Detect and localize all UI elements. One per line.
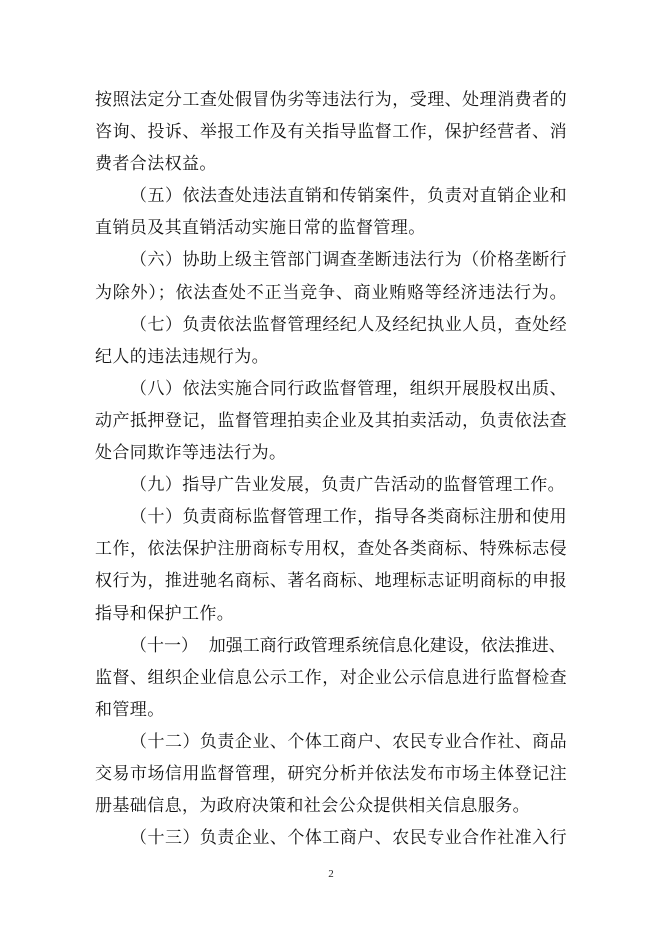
text-line: 权行为，推进驰名商标、著名商标、地理标志证明商标的申报 bbox=[95, 571, 567, 592]
text-line: （十三）负责企业、个体工商户、农民专业合作社准入行 bbox=[130, 828, 567, 849]
text-line: （九）指导广告业发展，负责广告活动的监督管理工作。 bbox=[130, 475, 565, 496]
paragraph-item-13 bbox=[95, 822, 567, 854]
text-line: 动产抵押登记，监督管理拍卖企业及其拍卖活动，负责依法查 bbox=[95, 410, 567, 431]
text-line: （八）依法实施合同行政监督管理，组织开展股权出质、 bbox=[130, 378, 567, 399]
text-line: 工作，依法保护注册商标专用权，查处各类商标、特殊标志侵 bbox=[95, 539, 567, 560]
text-line: 监督、组织企业信息公示工作，对企业公示信息进行监督检查 bbox=[95, 667, 567, 688]
text-line: （十一） 加强工商行政管理系统信息化建设，依法推进、 bbox=[130, 635, 566, 656]
page-number: 2 bbox=[328, 868, 334, 880]
text-line: 咨询、投诉、举报工作及有关指导监督工作，保护经营者、消 bbox=[95, 122, 567, 143]
paragraph-item-9 bbox=[95, 469, 567, 501]
text-line: 交易市场信用监督管理，研究分析并依法发布市场主体登记注 bbox=[95, 763, 567, 784]
text-line: 和管理。 bbox=[95, 699, 165, 720]
text-line: 按照法定分工查处假冒伪劣等违法行为，受理、处理消费者的 bbox=[95, 90, 567, 110]
paragraph-item-8 bbox=[95, 373, 567, 469]
text-line: 费者合法权益。 bbox=[95, 154, 217, 175]
paragraph-item-6 bbox=[95, 244, 567, 308]
text-line: 为除外）；依法查处不正当竞争、商业贿赂等经济违法行为。 bbox=[95, 282, 567, 303]
text-line: 册基础信息，为政府决策和社会公众提供相关信息服务。 bbox=[95, 796, 530, 817]
text-line: 指导和保护工作。 bbox=[95, 603, 235, 624]
text-line: （六）协助上级主管部门调查垄断违法行为（价格垄断行 bbox=[130, 250, 567, 271]
paragraph-item-12 bbox=[95, 726, 567, 822]
paragraph-item-5 bbox=[95, 180, 567, 244]
text-line: （七）负责依法监督管理经纪人及经纪执业人员，查处经 bbox=[130, 314, 567, 335]
text-line: （五）依法查处违法直销和传销案件，负责对直销企业和 bbox=[130, 186, 567, 207]
paragraph-continued bbox=[95, 84, 567, 180]
text-line: 直销员及其直销活动实施日常的监督管理。 bbox=[95, 218, 426, 239]
paragraph-item-11 bbox=[95, 630, 567, 726]
text-line: 纪人的违法违规行为。 bbox=[95, 346, 269, 367]
body-text bbox=[95, 84, 567, 854]
text-line: （十二）负责企业、个体工商户、农民专业合作社、商品 bbox=[130, 731, 567, 752]
text-line: 处合同欺诈等违法行为。 bbox=[95, 443, 287, 464]
paragraph-item-7 bbox=[95, 309, 567, 373]
text-line: （十）负责商标监督管理工作，指导各类商标注册和使用 bbox=[130, 507, 567, 528]
paragraph-item-10 bbox=[95, 501, 567, 629]
